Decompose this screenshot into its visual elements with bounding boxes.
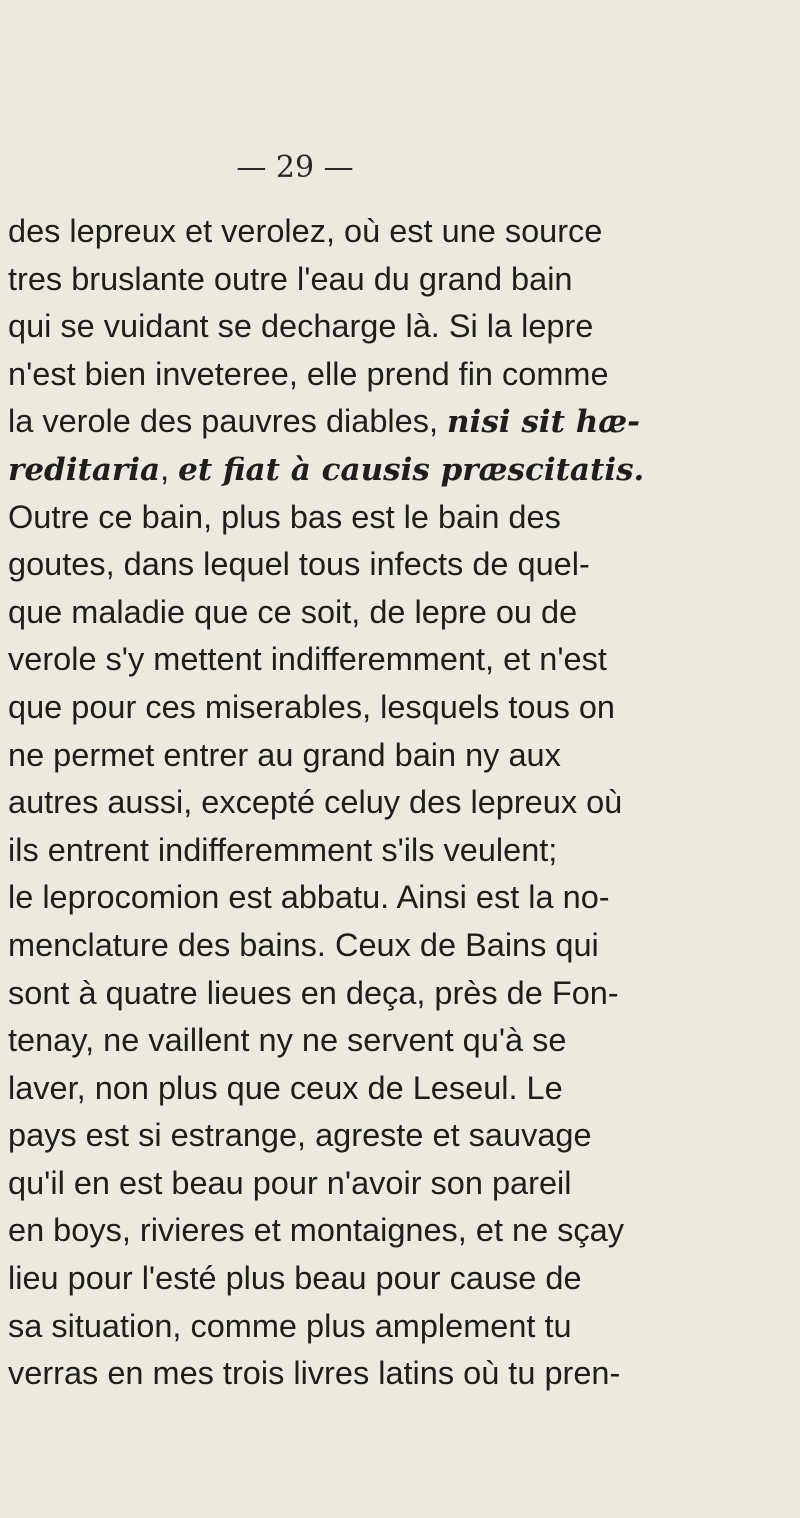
text-line [8, 589, 793, 637]
text-segment: qui se vuidant se decharge là. Si la lepre [8, 308, 594, 345]
italic-latin-text: nisi sit hæ- [447, 404, 640, 441]
text-segment: sont à quatre lieues en deça, près de Fon- [8, 974, 619, 1011]
text-segment: que maladie que ce soit, de lepre ou de [8, 593, 578, 630]
text-line [8, 541, 793, 589]
italic-latin-text: et fiat à causis præscitatis. [178, 451, 645, 488]
text-line [8, 256, 793, 304]
text-line [8, 1303, 793, 1351]
text-segment: , [160, 450, 179, 487]
text-line [8, 1350, 793, 1398]
text-line [8, 494, 793, 542]
text-line [8, 1207, 793, 1255]
text-line [8, 874, 793, 922]
text-segment: la verole des pauvres diables, [8, 403, 448, 440]
italic-latin-text: reditaria [8, 451, 161, 488]
text-line [8, 351, 793, 399]
text-segment: sa situation, comme plus amplement tu [8, 1307, 572, 1344]
text-segment: Outre ce bain, plus bas est le bain des [8, 498, 561, 535]
text-line [8, 732, 793, 780]
page-number: — 29 — [236, 150, 354, 185]
text-segment: goutes, dans lequel tous infects de quel- [8, 546, 590, 583]
text-line [8, 922, 793, 970]
text-line [8, 684, 793, 732]
text-line [8, 446, 793, 494]
text-line [8, 1112, 793, 1160]
text-line [8, 398, 793, 446]
text-segment: le leprocomion est abbatu. Ainsi est la no- [8, 879, 610, 916]
text-segment: menclature des bains. Ceux de Bains qui [8, 926, 599, 963]
text-segment: verole s'y mettent indifferemment, et n'est [8, 641, 607, 678]
text-segment: ils entrent indifferemment s'ils veulent; [8, 831, 558, 868]
text-line [8, 303, 793, 351]
text-segment: tenay, ne vaillent ny ne servent qu'à se [8, 1022, 567, 1059]
text-line [8, 1160, 793, 1208]
text-line [8, 1255, 793, 1303]
text-segment: tres bruslante outre l'eau du grand bain [8, 260, 573, 297]
text-segment: qu'il en est beau pour n'avoir son pareil [8, 1164, 572, 1201]
body-text [8, 208, 793, 1398]
text-segment: lieu pour l'esté plus beau pour cause de [8, 1260, 582, 1297]
text-line [8, 1065, 793, 1113]
text-segment: ne permet entrer au grand bain ny aux [8, 736, 561, 773]
text-line [8, 636, 793, 684]
text-line [8, 970, 793, 1018]
text-segment: n'est bien inveteree, elle prend fin comme [8, 355, 609, 392]
text-segment: autres aussi, excepté celuy des lepreux où [8, 784, 623, 821]
text-line [8, 1017, 793, 1065]
text-segment: que pour ces miserables, lesquels tous on [8, 688, 616, 725]
text-segment: pays est si estrange, agreste et sauvage [8, 1117, 592, 1154]
text-line [8, 208, 793, 256]
text-line [8, 827, 793, 875]
text-segment: en boys, rivieres et montaignes, et ne sçay [8, 1212, 625, 1249]
text-segment: verras en mes trois livres latins où tu pren- [8, 1355, 621, 1392]
text-segment: des lepreux et verolez, où est une source [8, 213, 603, 249]
text-line [8, 779, 793, 827]
text-segment: laver, non plus que ceux de Leseul. Le [8, 1069, 563, 1106]
